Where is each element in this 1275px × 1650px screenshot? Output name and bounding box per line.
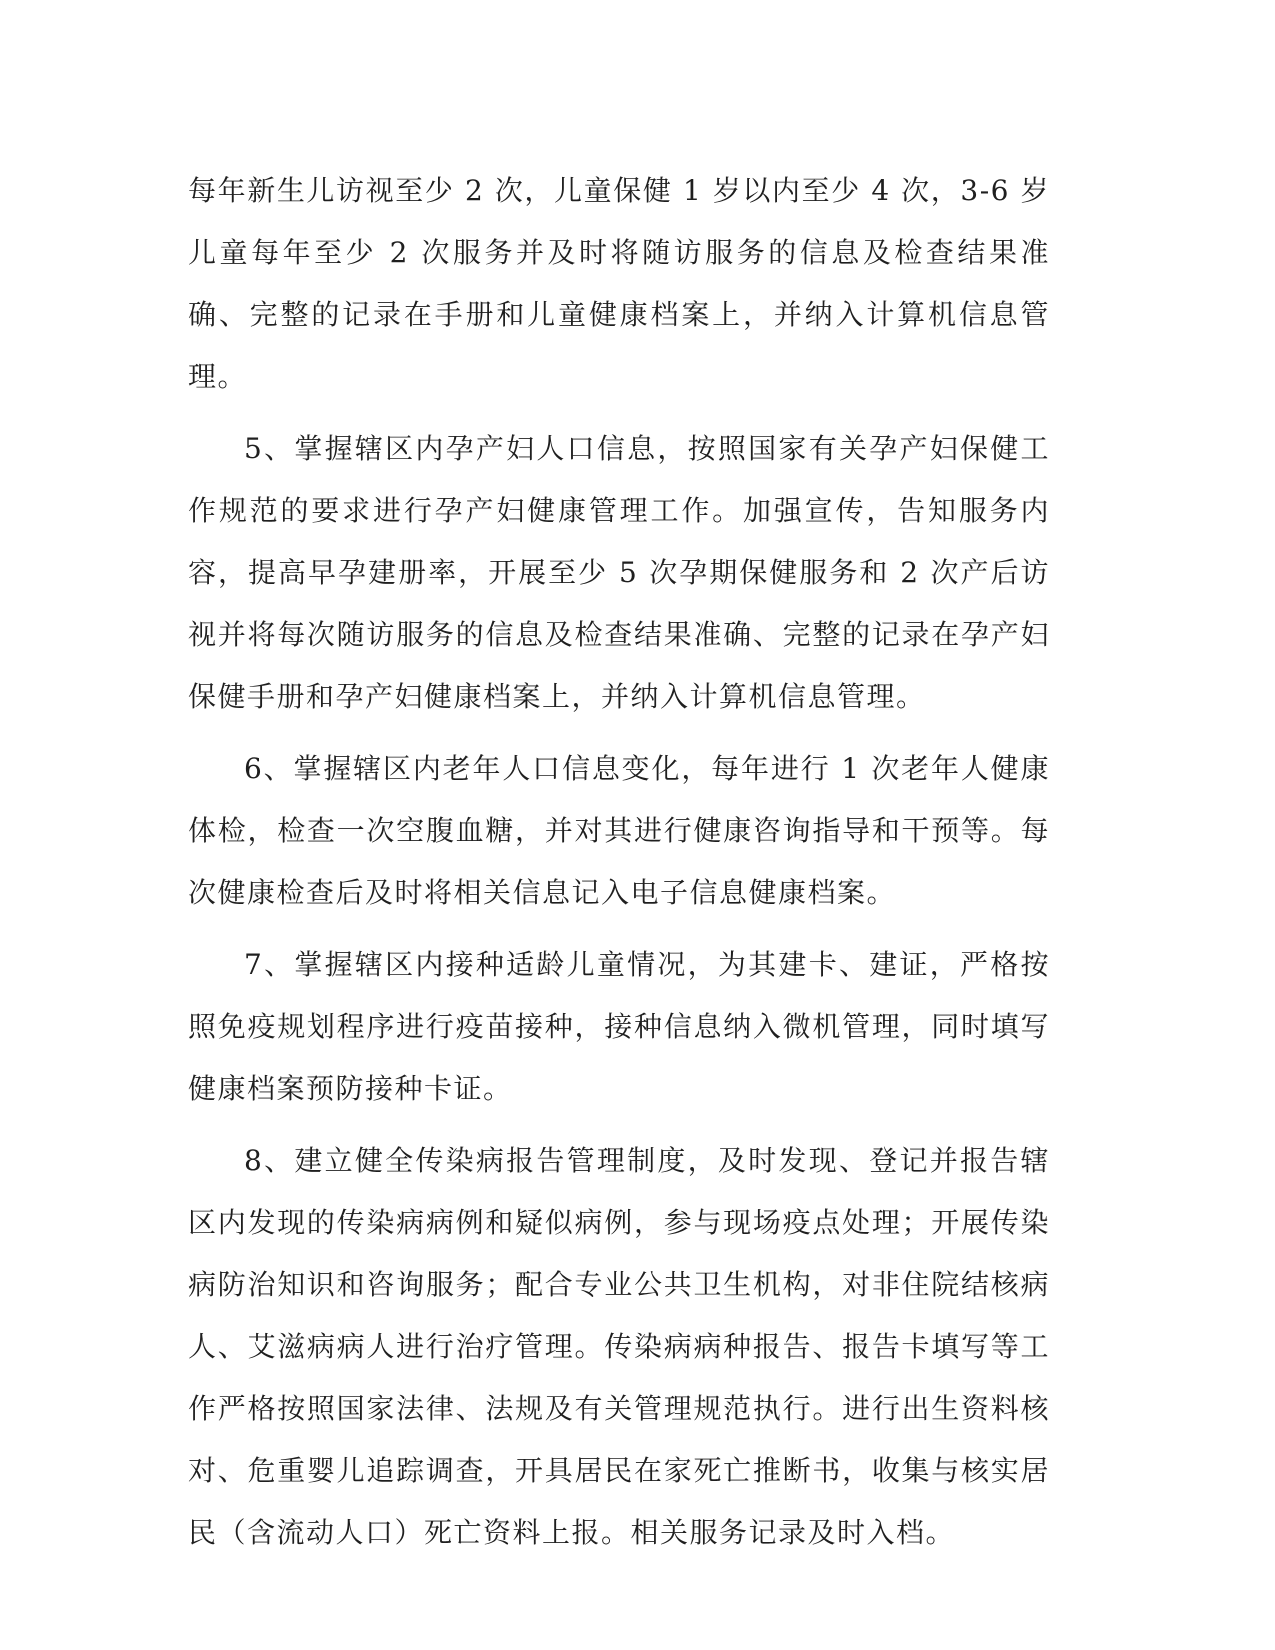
document-body: [188, 160, 1050, 1574]
paragraph-continuation: 每年新生儿访视至少 2 次，儿童保健 1 岁以内至少 4 次，3-6 岁儿童每年至少 2 次服务并及时将随访服务的信息及检查结果准确、完整的记录在手册和儿童健康档案上，并纳入计算机信息管理。: [188, 174, 1050, 393]
paragraph-item-5: 5、掌握辖区内孕产妇人口信息，按照国家有关孕产妇保健工作规范的要求进行孕产妇健康管理工作。加强宣传，告知服务内容，提高早孕建册率，开展至少 5 次孕期保健服务和 2 次产后访视并将每次随访服务的信息及检查结果准确、完整的记录在孕产妇保健手册和孕产妇健康档案上，并纳入计算机信息管理。: [188, 432, 1050, 713]
paragraph-item-6: 6、掌握辖区内老年人口信息变化，每年进行 1 次老年人健康体检，检查一次空腹血糖，并对其进行健康咨询指导和干预等。每次健康检查后及时将相关信息记入电子信息健康档案。: [188, 752, 1050, 909]
paragraph-item-7: 7、掌握辖区内接种适龄儿童情况，为其建卡、建证，严格按照免疫规划程序进行疫苗接种，接种信息纳入微机管理，同时填写健康档案预防接种卡证。: [188, 948, 1050, 1105]
paragraph-item-8: 8、建立健全传染病报告管理制度，及时发现、登记并报告辖区内发现的传染病病例和疑似病例，参与现场疫点处理；开展传染病防治知识和咨询服务；配合专业公共卫生机构，对非住院结核病人、艾滋病病人进行治疗管理。传染病病种报告、报告卡填写等工作严格按照国家法律、法规及有关管理规范执行。进行出生资料核对、危重婴儿追踪调查，开具居民在家死亡推断书，收集与核实居民（含流动人口）死亡资料上报。相关服务记录及时入档。: [188, 1144, 1050, 1549]
